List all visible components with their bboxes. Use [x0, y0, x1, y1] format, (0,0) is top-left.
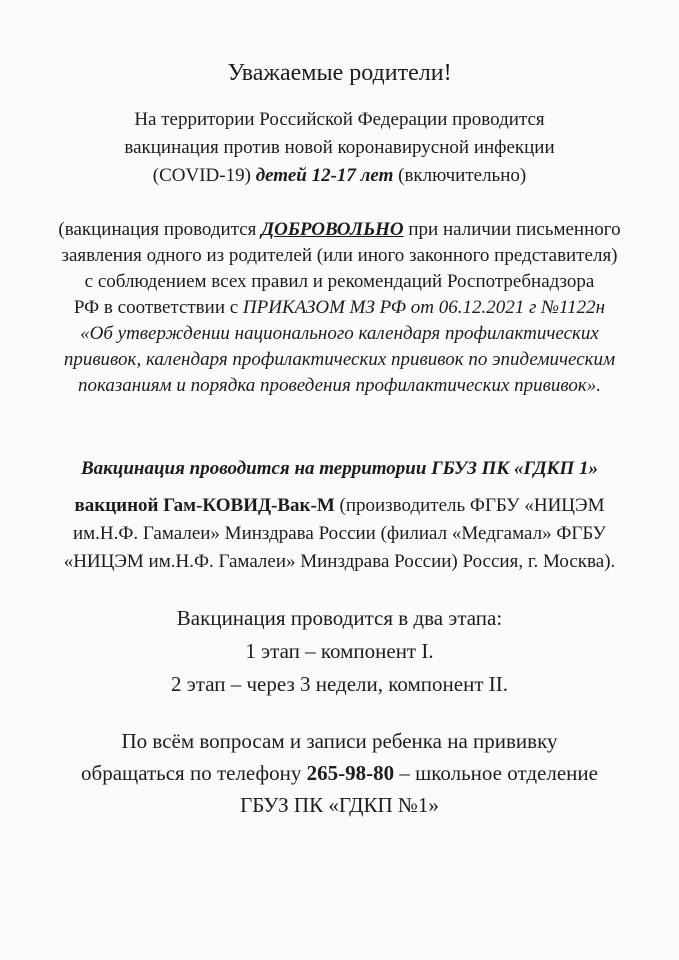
- conditions-line-1-post: при наличии письменного: [403, 219, 621, 240]
- contact-line-2: [0, 760, 679, 786]
- conditions-line-7: показаниям и порядка проведения профилактических прививок».: [77, 375, 602, 396]
- age-range-emphasis: детей 12-17 лет: [255, 165, 394, 186]
- page-title: Уважаемые родители!: [227, 60, 452, 86]
- conditions-line-3: с соблюдением всех правил и рекомендаций Роспотребнадзора: [84, 271, 595, 292]
- intro-line-3-post: (включительно): [393, 165, 527, 186]
- location-line-2-post: (производитель ФГБУ «НИЦЭМ: [334, 495, 605, 516]
- conditions-line-4-pre: РФ в соответствии с: [73, 297, 243, 318]
- contact-line-2-post: – школьное отделение: [394, 761, 598, 785]
- intro-line-3-pre: (COVID-19): [152, 165, 256, 186]
- location-line-2: [0, 494, 679, 518]
- conditions-line-4: [0, 296, 679, 320]
- conditions-line-6: прививок, календаря профилактических прививок по эпидемическим: [63, 349, 616, 370]
- location-line-1: Вакцинация проводится на территории ГБУЗ ПК «ГДКП 1»: [81, 458, 598, 479]
- intro-line-2: вакцинация против новой коронавирусной инфекции: [124, 137, 555, 158]
- contact-line-1: По всём вопросам и записи ребенка на прививку: [121, 729, 558, 753]
- conditions-line-2: заявления одного из родителей (или иного законного представителя): [61, 245, 618, 266]
- vaccine-name: вакциной Гам-КОВИД-Вак-М: [74, 495, 335, 516]
- intro-line-1: На территории Российской Федерации проводится: [134, 109, 545, 130]
- voluntary-emphasis: ДОБРОВОЛЬНО: [261, 219, 404, 240]
- order-reference: ПРИКАЗОМ МЗ РФ от 06.12.2021 г №1122н: [242, 297, 606, 318]
- phone-number: 265-98-80: [306, 761, 395, 785]
- conditions-line-1-pre: (вакцинация проводится: [58, 219, 262, 240]
- stages-line-1: Вакцинация проводится в два этапа:: [176, 606, 503, 630]
- stages-line-3: 2 этап – через 3 недели, компонент II.: [171, 672, 508, 696]
- contact-line-3: ГБУЗ ПК «ГДКП №1»: [240, 793, 439, 817]
- location-line-4: «НИЦЭМ им.Н.Ф. Гамалеи» Минздрава России) Россия, г. Москва).: [63, 551, 616, 572]
- conditions-line-5: «Об утверждении национального календаря профилактических: [80, 323, 599, 344]
- stages-line-2: 1 этап – компонент I.: [245, 639, 434, 663]
- location-line-3: им.Н.Ф. Гамалеи» Минздрава России (филиал «Медгамал» ФГБУ: [72, 523, 607, 544]
- intro-line-3: [0, 164, 679, 188]
- contact-line-2-pre: обращаться по телефону: [81, 761, 307, 785]
- conditions-line-1: [0, 218, 679, 242]
